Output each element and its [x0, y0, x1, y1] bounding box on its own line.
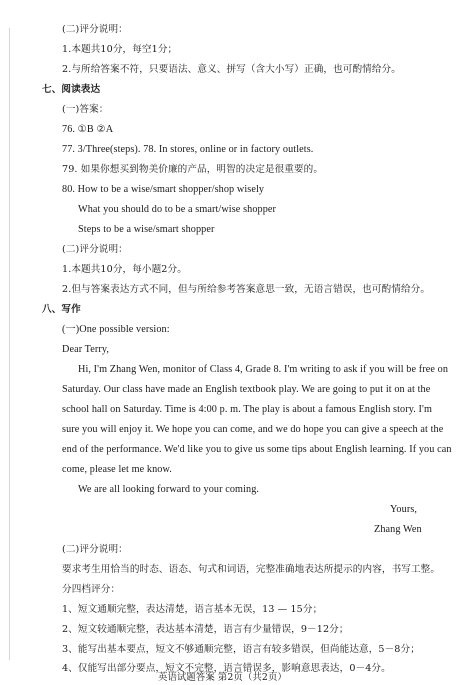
- section8-requirement: 分四档评分：: [62, 584, 121, 595]
- letter-line: school hall on Saturday. Time is 4:00 p. m. The play is about a famous English story. I'm: [62, 404, 433, 415]
- section6-rule-2: 2.与所给答案不符，只要语法、意义、拼写（含大小写）正确，也可酌情给分。: [62, 64, 401, 75]
- scoring-tier: 2、短文较通顺完整，表达基本清楚，语言有少量错误，9－12分；: [62, 624, 349, 635]
- scoring-tier: 3、能写出基本要点，短文不够通顺完整，语言有较多错误，但尚能达意，5－8分；: [62, 644, 420, 655]
- scoring-tier: 1、短文通顺完整，表达清楚，语言基本无误，13 — 15分；: [62, 604, 323, 615]
- page-footer: 英语试题答案 第2页（共2页）: [158, 672, 287, 683]
- section8-version-title: (一)One possible version:: [62, 324, 170, 335]
- letter-signoff: Yours,: [390, 504, 418, 515]
- section7-note-title: (二)评分说明：: [62, 244, 128, 255]
- letter-salutation: Dear Terry,: [62, 344, 110, 355]
- scoring-tier: 4、仅能写出部分要点，短文不完整，语言错误多，影响意思表达，0－4分。: [62, 663, 391, 674]
- letter-closing-line: We are all looking forward to your coming.: [78, 484, 260, 495]
- letter-signature: Zhang Wen: [374, 524, 422, 535]
- section6-rule-1: 1.本题共10分，每空1分；: [62, 44, 178, 55]
- answer-80: 80. How to be a wise/smart shopper/shop wisely: [62, 184, 265, 195]
- answer-80-alt-2: Steps to be a wise/smart shopper: [78, 224, 215, 235]
- section8-note-title: (二)评分说明：: [62, 544, 128, 555]
- answer-77-78: 77. 3/Three(steps). 78. In stores, online or in factory outlets.: [62, 144, 314, 155]
- section8-heading: 八、写作: [42, 304, 81, 315]
- answer-80-alt-1: What you should do to be a smart/wise shopper: [78, 204, 277, 215]
- section7-rule-1: 1.本题共10分，每小题2分。: [62, 264, 187, 275]
- answer-76: 76. ①B ②A: [62, 124, 114, 135]
- answer-79: 79. 如果你想买到物美价廉的产品，明智的决定是很重要的。: [62, 164, 324, 175]
- section6-note-title: (二)评分说明：: [62, 24, 128, 35]
- letter-line: Saturday. Our class have made an English textbook play. We are going to put it on at the: [62, 384, 431, 395]
- letter-line: Hi, I'm Zhang Wen, monitor of Class 4, Grade 8. I'm writing to ask if you will be free on: [78, 364, 449, 375]
- section7-heading: 七、阅读表达: [42, 84, 101, 95]
- letter-line: end of the performance. We'd like you to give us some tips about English learning. If you can: [62, 444, 452, 455]
- section7-rule-2: 2.但与答案表达方式不同，但与所给参考答案意思一致，无语言错误，也可酌情给分。: [62, 284, 431, 295]
- letter-line: sure you will enjoy it. We hope you can come, and we do hope you can give a speech at the: [62, 424, 444, 435]
- letter-line: come, please let me know.: [62, 464, 172, 475]
- section7-answers-title: (一)答案：: [62, 104, 109, 115]
- page-edge-shadow: [9, 28, 10, 660]
- section8-requirement: 要求考生用恰当的时态、语态、句式和词语，完整准确地表达所提示的内容，书写工整。: [62, 564, 441, 575]
